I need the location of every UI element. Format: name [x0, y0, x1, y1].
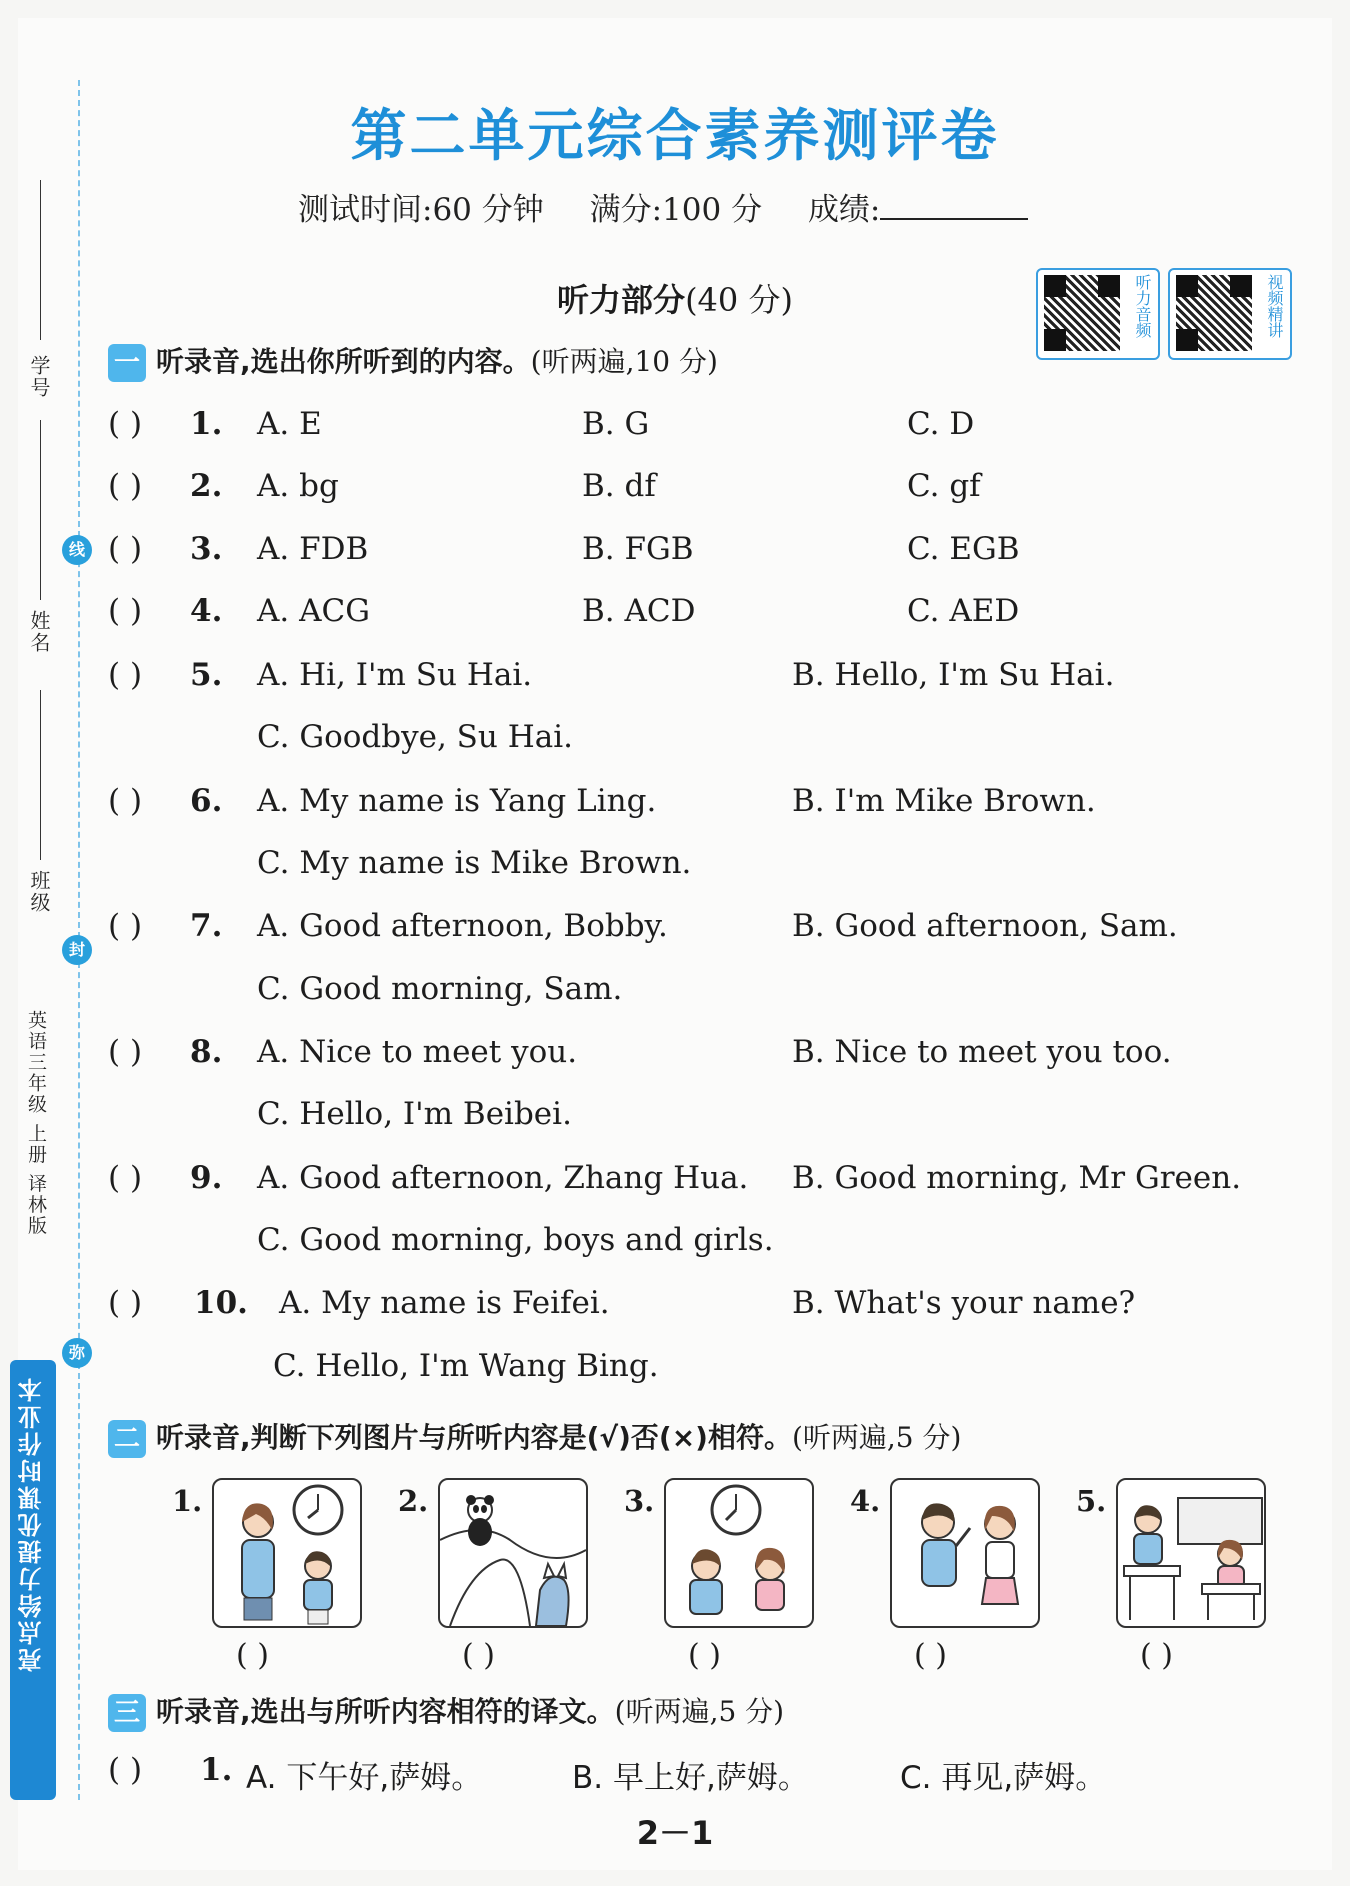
option-b: B. Good afternoon, Sam. [792, 908, 1178, 944]
question-number: 9. [190, 1160, 223, 1196]
teacher-boy-clock-picture [212, 1478, 362, 1628]
option-a: A. My name is Feifei. [279, 1285, 610, 1321]
answer-paren[interactable]: ( ) [108, 1160, 143, 1196]
option-b: B. ACD [582, 593, 696, 629]
page-title: 第二单元综合素养测评卷 [350, 104, 1000, 169]
question-number: 2. [190, 468, 223, 504]
option-a: A. E [257, 406, 322, 442]
answer-paren[interactable]: ( ) [108, 1752, 143, 1788]
option-c: C. gf [907, 468, 981, 504]
book-info: 英语三年级 上册 译林版 [25, 1010, 47, 1237]
section3-heading [108, 1690, 784, 1732]
section1-badge: 一 [108, 344, 146, 382]
answer-blank[interactable]: ( ) [914, 1638, 947, 1673]
name-label: 姓名 [27, 610, 51, 654]
section2-heading [108, 1416, 961, 1458]
exam-meta [298, 184, 1028, 229]
test-time: 测试时间:60 分钟 [298, 192, 544, 228]
option-b: B. I'm Mike Brown. [792, 783, 1096, 819]
option-c: C. 再见,萨姆。 [900, 1760, 1107, 1796]
picture-number: 3. [624, 1484, 655, 1518]
result-label: 成绩: [807, 192, 881, 228]
classroom-desks-picture [1116, 1478, 1266, 1628]
option-a: A. Good afternoon, Bobby. [257, 908, 668, 944]
answer-paren[interactable]: ( ) [108, 657, 143, 693]
section3-title: 听录音,选出与所听内容相符的译文。 [156, 1695, 615, 1728]
picture-number: 4. [850, 1484, 881, 1518]
option-c: C. Good morning, boys and girls. [257, 1222, 774, 1258]
answer-blank[interactable]: ( ) [1140, 1638, 1173, 1673]
option-b: B. 早上好,萨姆。 [572, 1760, 809, 1796]
section1-note: (听两遍,10 分) [530, 345, 718, 378]
option-c: C. D [907, 406, 975, 442]
answer-paren[interactable]: ( ) [108, 406, 143, 442]
answer-blank[interactable]: ( ) [462, 1638, 495, 1673]
option-a: A. ACG [257, 593, 370, 629]
option-a: A. bg [257, 468, 339, 504]
answer-paren[interactable]: ( ) [108, 531, 143, 567]
qr-audio[interactable] [1036, 268, 1160, 360]
option-a: A. 下午好,萨姆。 [246, 1760, 483, 1796]
listening-score: (40 分) [685, 281, 793, 319]
qr-video-caption: 视频精讲 [1265, 274, 1284, 338]
answer-paren[interactable]: ( ) [108, 908, 143, 944]
class-line [40, 690, 41, 860]
qr-video[interactable] [1168, 268, 1292, 360]
option-b: B. Hello, I'm Su Hai. [792, 657, 1115, 693]
answer-paren[interactable]: ( ) [108, 783, 143, 819]
section2-title: 听录音,判断下列图片与所听内容是(√)否(×)相符。 [156, 1421, 792, 1454]
option-c: C. Goodbye, Su Hai. [257, 719, 574, 755]
option-c: C. Good morning, Sam. [257, 971, 623, 1007]
page-number: 2－1 [636, 1814, 714, 1852]
question-number: 4. [190, 593, 223, 629]
section1-title: 听录音,选出你所听到的内容。 [156, 345, 531, 378]
option-b: B. df [582, 468, 656, 504]
question-number: 7. [190, 908, 223, 944]
qr-code-icon [1044, 275, 1120, 351]
name-line [40, 420, 41, 600]
option-b: B. Good morning, Mr Green. [792, 1160, 1242, 1196]
question-number: 1. [200, 1752, 233, 1788]
option-a: A. Hi, I'm Su Hai. [257, 657, 533, 693]
answer-paren[interactable]: ( ) [108, 593, 143, 629]
option-b: B. G [582, 406, 650, 442]
brand-logo: 亮点给力提优课时作业本 [18, 1375, 46, 1672]
section3-note: (听两遍,5 分) [614, 1695, 785, 1728]
section1-heading [108, 340, 718, 382]
listening-title: 听力部分 [557, 281, 686, 319]
question-number: 10. [194, 1285, 248, 1321]
section2-badge: 二 [108, 1420, 146, 1458]
question-number: 6. [190, 783, 223, 819]
section3-badge: 三 [108, 1694, 146, 1732]
two-children-clock-picture [664, 1478, 814, 1628]
picture-number: 1. [172, 1484, 203, 1518]
option-a: A. FDB [257, 531, 369, 567]
question-number: 1. [190, 406, 223, 442]
option-a: A. Nice to meet you. [257, 1034, 578, 1070]
picture-number: 2. [398, 1484, 429, 1518]
option-b: B. Nice to meet you too. [792, 1034, 1172, 1070]
answer-paren[interactable]: ( ) [108, 1034, 143, 1070]
question-number: 8. [190, 1034, 223, 1070]
option-c: C. My name is Mike Brown. [257, 845, 692, 881]
answer-blank[interactable]: ( ) [236, 1638, 269, 1673]
option-a: A. My name is Yang Ling. [257, 783, 657, 819]
option-a: A. Good afternoon, Zhang Hua. [257, 1160, 749, 1196]
student-no-label: 学号 [27, 355, 51, 399]
answer-paren[interactable]: ( ) [108, 1285, 143, 1321]
option-c: C. EGB [907, 531, 1020, 567]
result-blank[interactable] [880, 192, 1028, 220]
qr-code-icon [1176, 275, 1252, 351]
question-number: 5. [190, 657, 223, 693]
seal-line-icon: 线 [62, 535, 92, 565]
qr-audio-caption: 听力音频 [1133, 274, 1152, 338]
panda-in-tree-picture [438, 1478, 588, 1628]
option-c: C. Hello, I'm Wang Bing. [273, 1348, 659, 1384]
boy-girl-waving-picture [890, 1478, 1040, 1628]
question-number: 3. [190, 531, 223, 567]
answer-paren[interactable]: ( ) [108, 468, 143, 504]
class-label: 班级 [27, 870, 51, 914]
full-score: 满分:100 分 [589, 192, 763, 228]
seal-mi-icon: 弥 [62, 1338, 92, 1368]
option-b: B. FGB [582, 531, 694, 567]
option-b: B. What's your name? [792, 1285, 1136, 1321]
answer-blank[interactable]: ( ) [688, 1638, 721, 1673]
option-c: C. AED [907, 593, 1020, 629]
picture-number: 5. [1076, 1484, 1107, 1518]
section2-note: (听两遍,5 分) [791, 1421, 962, 1454]
option-c: C. Hello, I'm Beibei. [257, 1096, 572, 1132]
seal-seal-icon: 封 [62, 935, 92, 965]
